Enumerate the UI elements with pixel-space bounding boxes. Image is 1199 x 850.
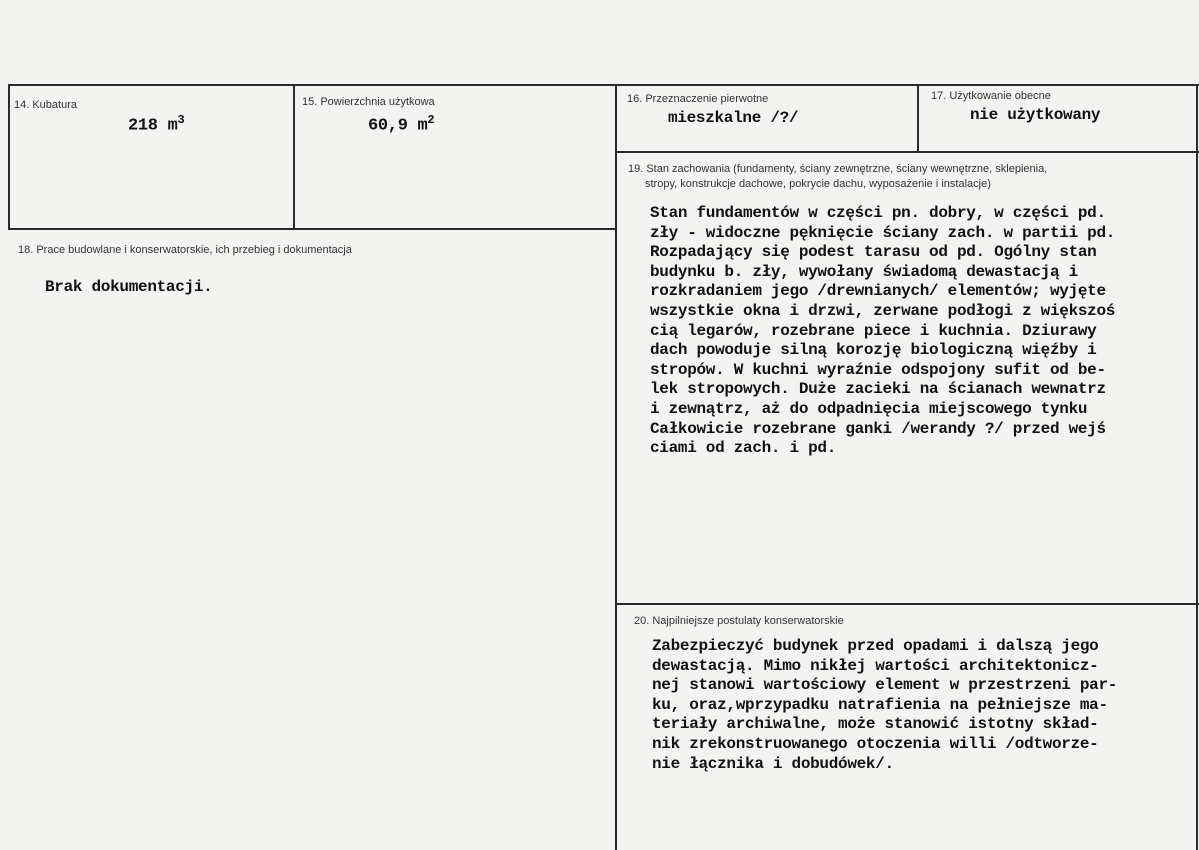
field-19-line: wszystkie okna i drzwi, zerwane podłogi z większoś (650, 302, 1116, 320)
field-20-line: nik zrekonstruowanego otoczenia willi /odtworze- (652, 735, 1099, 753)
field-19-line: budynku b. zły, wywołany świadomą dewastacją i (650, 262, 1078, 281)
field-15-value (368, 111, 434, 136)
field-19-label-line2: stropy, konstrukcje dachowe, pokrycie dachu, wyposażenie i instalacje) (645, 178, 991, 190)
field-19-line: ciami od zach. i pd. (650, 439, 837, 458)
field-19-line: Stan fundamentów w części pn. dobry, w części pd. (650, 204, 1106, 222)
field-19-line: rozkradaniem jego /drewnianych/ elementów; wyjęte (650, 282, 1106, 301)
field-19-line: Rozpadający się podest tarasu od pd. Ogólny stan (650, 243, 1097, 262)
field-20-label: 20. Najpilniejsze postulaty konserwatorskie (634, 615, 844, 627)
field-14-number: 218 m (128, 116, 178, 136)
field-18-label: 18. Prace budowlane i konserwatorskie, ich przebieg i dokumentacja (18, 244, 352, 256)
field-19-line: zły - widoczne pęknięcie ściany zach. w partii pd. (650, 223, 1116, 242)
field-19-line: dach powoduje silną korozję biologiczną więźby i (650, 341, 1097, 360)
field-15-label: 15. Powierzchnia użytkowa (302, 96, 435, 108)
divider-main (615, 84, 617, 850)
field-14-value (128, 111, 184, 136)
field-14-label: 14. Kubatura (14, 99, 77, 111)
divider-14-15-bottom (8, 228, 617, 230)
field-20-line: nie łącznika i dobudówek/. (652, 754, 894, 773)
field-19-line: Całkowicie rozebrane ganki /werandy ?/ przed wejś (650, 419, 1106, 438)
field-19-line: i zewnątrz, aż do odpadnięcia miejscowego tynku (650, 400, 1088, 418)
divider-14-15 (293, 84, 295, 230)
field-20-line: teriały archiwalne, może stanowić istotny skład- (652, 715, 1099, 734)
field-17-value: nie użytkowany (970, 106, 1101, 124)
field-20-line: nej stanowi wartościowy element w przestrzeni par- (652, 676, 1118, 695)
field-16-label: 16. Przeznaczenie pierwotne (627, 93, 769, 105)
field-20-line: Zabezpieczyć budynek przed opadami i dalszą jego (652, 637, 1099, 655)
field-16-value: mieszkalne /?/ (668, 109, 799, 127)
divider-19-bottom (617, 603, 1199, 605)
field-20-line: dewastacją. Mimo nikłej wartości architektonicz- (652, 656, 1099, 675)
field-19-line: stropów. W kuchni wyraźnie odspojony sufit od be- (650, 360, 1106, 379)
field-14-exponent: 3 (177, 113, 185, 127)
field-15-exponent: 2 (427, 113, 435, 127)
field-15-number: 60,9 m (368, 116, 428, 136)
divider-top (8, 84, 1199, 86)
divider-16-17 (917, 84, 919, 153)
field-19-label-line1: 19. Stan zachowania (fundamenty, ściany zewnętrzne, ściany wewnętrzne, sklepienia, (628, 163, 1048, 175)
field-17-label: 17. Użytkowanie obecne (931, 90, 1051, 102)
field-20-line: ku, oraz,wprzypadku natrafienia na pełniejsze ma- (652, 695, 1108, 714)
field-19-line: lek stropowych. Duże zacieki na ścianach wewnatrz (650, 380, 1106, 399)
field-19-line: cią legarów, rozebrane piece i kuchnia. Dziurawy (650, 321, 1097, 340)
divider-right (1196, 84, 1198, 850)
divider-16-17-bottom (617, 151, 1199, 153)
field-18-value: Brak dokumentacji. (45, 278, 213, 296)
divider-left (8, 84, 10, 230)
